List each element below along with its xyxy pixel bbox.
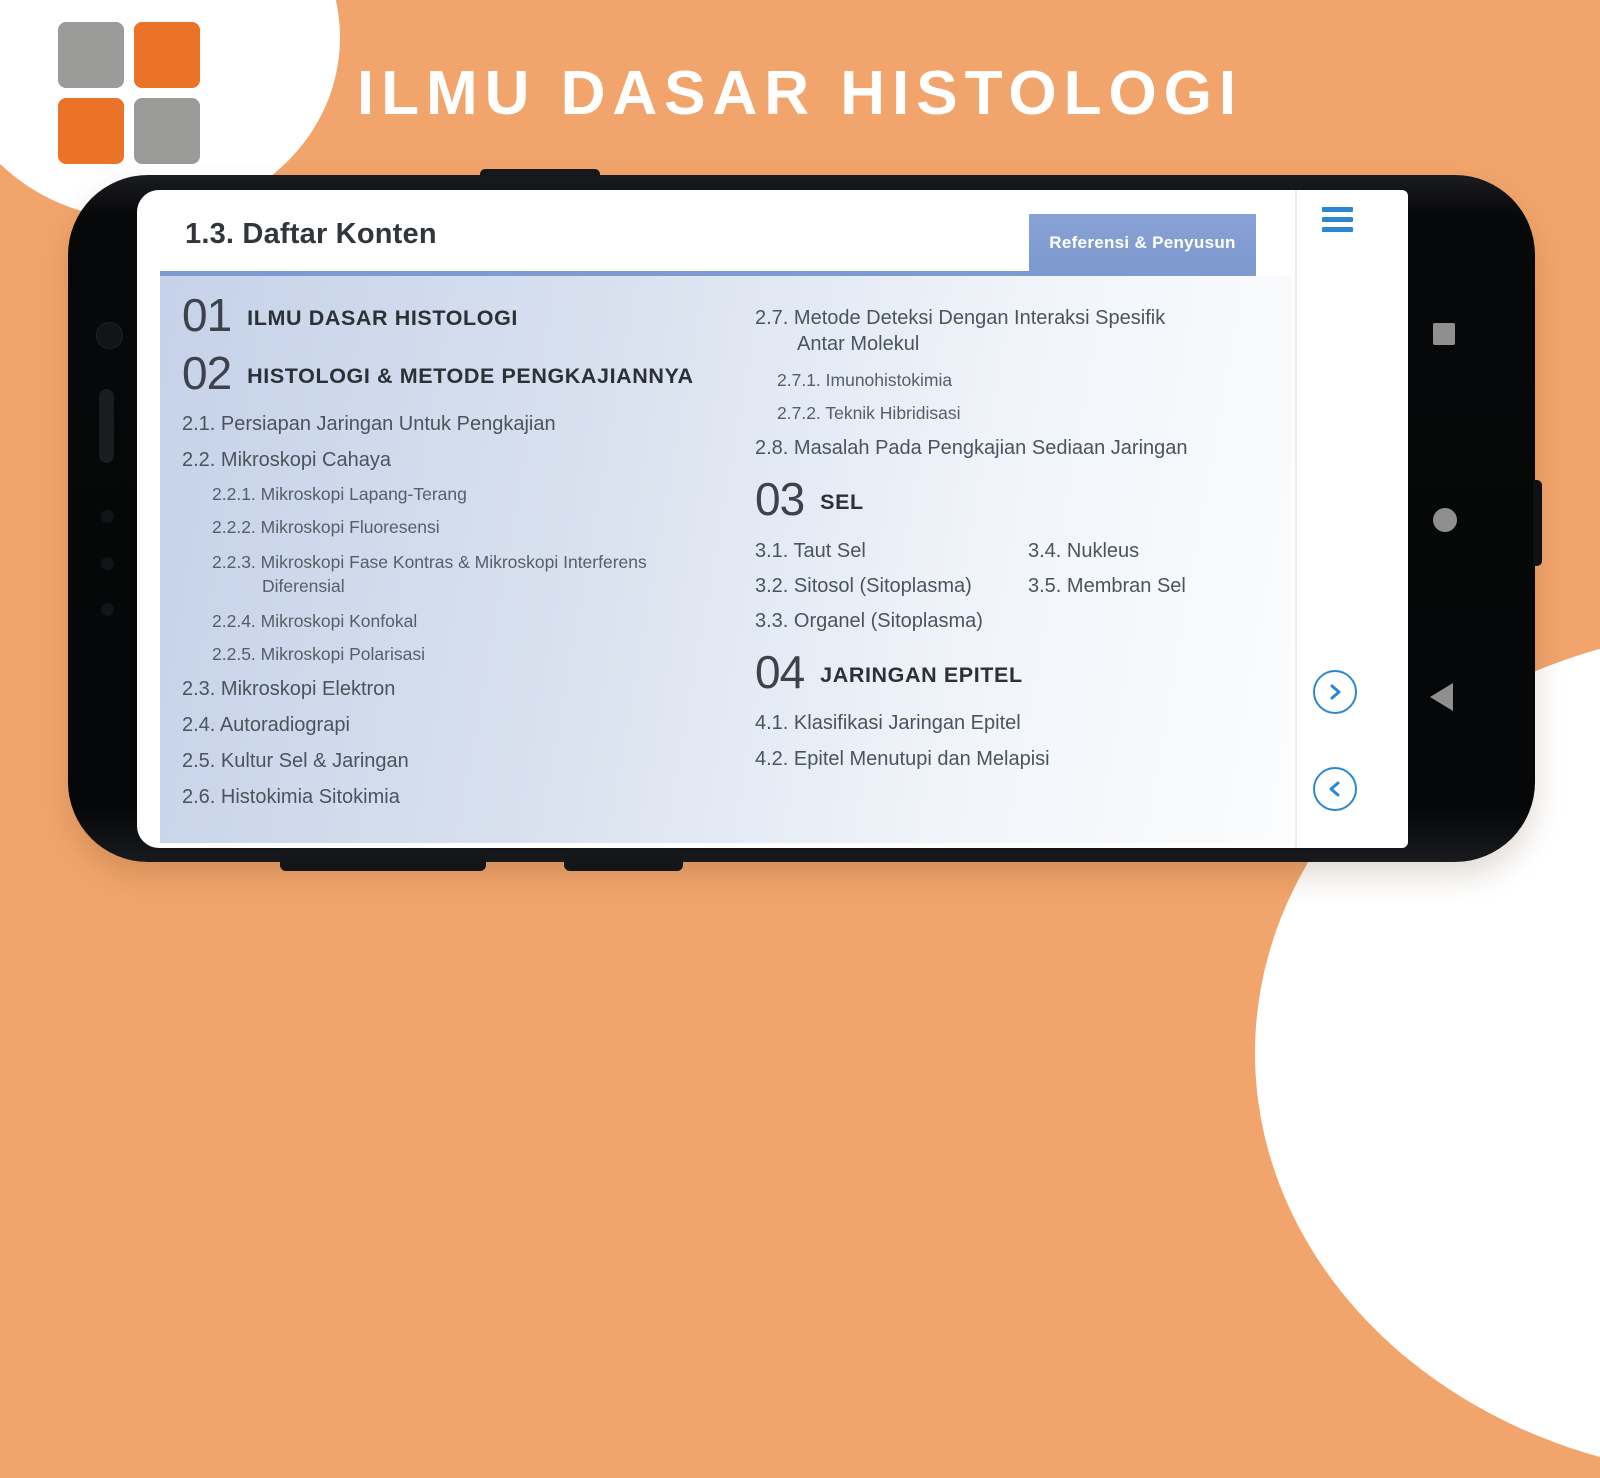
page-title: 1.3. Daftar Konten [185,218,437,250]
reference-button[interactable]: Referensi & Penyusun [1029,214,1256,271]
toc-item[interactable]: 2.7. Metode Deteksi Dengan Interaksi Spesifik Antar Molekul [755,307,1166,355]
toc-item[interactable]: 3.5. Membran Sel [1028,575,1186,597]
phone-screen [137,190,1408,848]
chapter-title: ILMU DASAR HISTOLOGI [247,305,518,330]
chapter-number: 01 [182,289,232,341]
rail-divider [1295,190,1297,848]
sensor-dot [101,603,114,616]
phone-bottom-button-1 [280,855,486,871]
sensor-dot [101,557,114,570]
toc-subitem[interactable]: 2.2.1. Mikroskopi Lapang-Terang [212,484,467,504]
chapter-number: 04 [755,646,805,698]
next-page-button[interactable] [1313,670,1357,714]
previous-page-button[interactable] [1313,767,1357,811]
toc-right-column [755,289,1285,770]
table-of-contents-panel [160,276,1292,843]
toc-left-column [182,289,727,808]
phone-top-button [480,169,600,181]
toc-item[interactable]: 2.6. Histokimia Sitokimia [182,786,400,808]
chapter-title: SEL [820,489,864,514]
toc-chapter-02[interactable] [182,347,727,399]
hamburger-bar [1322,227,1353,232]
hamburger-bar [1322,207,1353,212]
toc-subitem[interactable]: 2.2.2. Mikroskopi Fluoresensi [212,517,440,537]
toc-subitem[interactable]: 2.7.2. Teknik Hibridisasi [777,403,961,423]
speaker-grille [99,389,114,463]
toc-subitem[interactable]: 2.2.5. Mikroskopi Polarisasi [212,644,425,664]
home-circle-icon[interactable] [1433,508,1457,532]
chapter-title: JARINGAN EPITEL [820,662,1023,687]
toc-chapter-04[interactable] [755,646,1285,698]
toc-item[interactable]: 2.2. Mikroskopi Cahaya [182,449,391,471]
sensor-dot [101,510,114,523]
toc-chapter-01[interactable] [182,289,727,341]
toc-item[interactable]: 2.3. Mikroskopi Elektron [182,678,396,700]
phone-mockup [68,175,1535,862]
toc-subitem[interactable]: 2.7.1. Imunohistokimia [777,370,953,390]
hamburger-icon[interactable] [1322,207,1353,233]
toc-item[interactable]: 4.1. Klasifikasi Jaringan Epitel [755,712,1021,734]
toc-item[interactable]: 3.4. Nukleus [1028,540,1140,562]
chapter-number: 02 [182,347,232,399]
toc-item[interactable]: 2.8. Masalah Pada Pengkajian Sediaan Jaringan [755,437,1188,459]
toc-chapter-03[interactable] [755,473,1285,525]
toc-item[interactable]: 3.3. Organel (Sitoplasma) [755,610,983,632]
chapter-number: 03 [755,473,805,525]
toc-subitem[interactable]: 2.2.4. Mikroskopi Konfokal [212,611,418,631]
camera-icon [96,322,123,349]
toc-item[interactable]: 3.2. Sitosol (Sitoplasma) [755,575,972,597]
hamburger-bar [1322,217,1353,222]
toc-item[interactable]: 2.1. Persiapan Jaringan Untuk Pengkajian [182,413,556,435]
phone-bottom-button-2 [564,855,683,871]
toc-sel-grid [755,527,1285,632]
toc-item[interactable]: 2.5. Kultur Sel & Jaringan [182,750,409,772]
toc-item[interactable]: 3.1. Taut Sel [755,540,866,562]
phone-side-button [1533,480,1542,566]
back-triangle-icon[interactable] [1430,683,1453,711]
toc-subitem[interactable]: 2.2.3. Mikroskopi Fase Kontras & Mikroskopi Interferens Diferensial [212,552,647,596]
toc-item[interactable]: 2.4. Autoradiograpi [182,714,350,736]
recents-square-icon[interactable] [1433,323,1455,345]
toc-item[interactable]: 4.2. Epitel Menutupi dan Melapisi [755,748,1050,770]
chevron-right-icon [1324,681,1346,703]
chapter-title: HISTOLOGI & METODE PENGKAJIANNYA [247,363,694,388]
chevron-left-icon [1324,778,1346,800]
hero-title: ILMU DASAR HISTOLOGI [356,59,1244,128]
